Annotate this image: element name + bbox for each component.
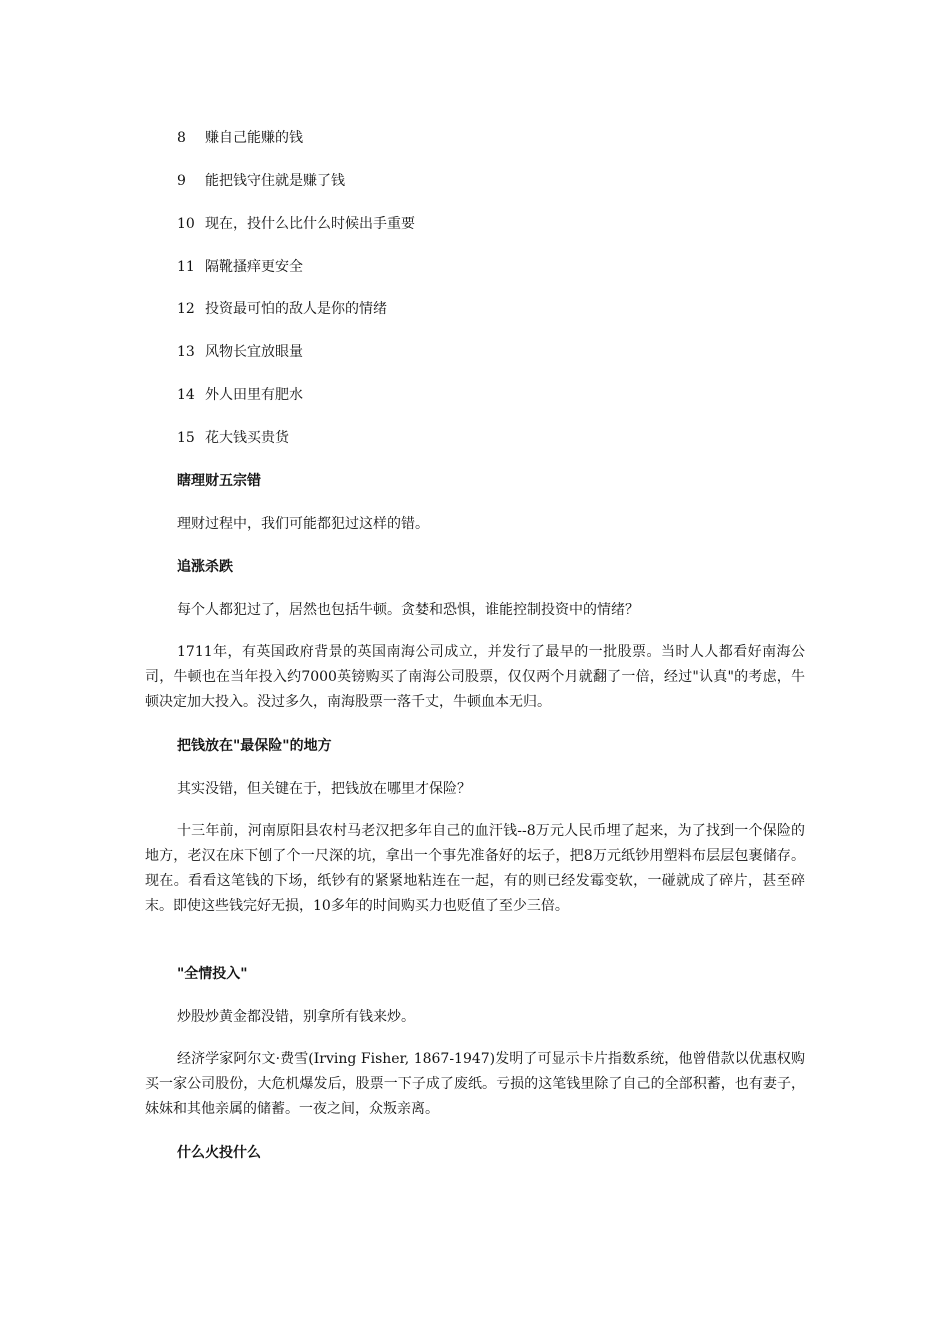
subsection-heading-safe-place: 把钱放在"最保险"的地方 — [177, 738, 332, 754]
list-item-number: 14 — [177, 387, 195, 403]
list-item — [177, 299, 387, 319]
list-item — [177, 128, 303, 148]
list-item — [177, 428, 289, 448]
list-item — [177, 385, 303, 405]
list-item — [177, 342, 303, 362]
list-item — [177, 214, 415, 234]
list-item-number: 11 — [177, 259, 195, 275]
paragraph-newton: 1711年，有英国政府背景的英国南海公司成立，并发行了最早的一批股票。当时人人都看好南海公司，牛顿也在当年投入约7000英镑购买了南海公司股票，仅仅两个月就翻了一倍，经过"认真"的考虑，牛顿决定加大投入。没过多久，南海股票一落千丈，牛顿血本无归。 — [145, 644, 805, 710]
paragraph-buried-money: 十三年前，河南原阳县农村马老汉把多年自己的血汗钱--8万元人民币埋了起来，为了找到一个保险的地方，老汉在床下刨了个一尺深的坑，拿出一个事先准备好的坛子，把8万元纸钞用塑料布层层包裹储存。现在。看看这笔钱的下场，纸钞有的紧紧地粘连在一起，有的则已经发霉变软，一碰就成了碎片，甚至碎末。即使这些钱完好无损，10多年的时间购买力也贬值了至少三倍。 — [145, 823, 805, 914]
list-item-number: 15 — [177, 430, 195, 446]
list-item-number: 10 — [177, 216, 195, 232]
subsection-lead-safe-place: 其实没错，但关键在于，把钱放在哪里才保险？ — [177, 781, 471, 797]
list-item-number: 8 — [177, 130, 186, 146]
list-item-text: 风物长宜放眼量 — [205, 344, 303, 360]
list-item-number: 9 — [177, 173, 186, 189]
list-item-text: 花大钱买贵货 — [205, 430, 289, 446]
list-item-text: 隔靴搔痒更安全 — [205, 259, 303, 275]
subsection-heading-all-in: "全情投入" — [177, 966, 248, 982]
list-item-text: 外人田里有肥水 — [205, 387, 303, 403]
list-item — [177, 257, 303, 277]
list-item-number: 12 — [177, 301, 195, 317]
list-item-text: 赚自己能赚的钱 — [205, 130, 303, 146]
list-item — [177, 171, 345, 191]
list-item-text: 现在，投什么比什么时候出手重要 — [205, 216, 415, 232]
subsection-heading-hot: 什么火投什么 — [177, 1145, 261, 1161]
paragraph-fisher: 经济学家阿尔文·费雪(Irving Fisher, 1867-1947)发明了可显示卡片指数系统，他曾借款以优惠权购买一家公司股份，大危机爆发后，股票一下子成了废纸。亏损的这笔钱里除了自己的全部积蓄，也有妻子，妹妹和其他亲属的储蓄。一夜之间，众叛亲离。 — [145, 1051, 805, 1117]
subsection-heading-chase: 追涨杀跌 — [177, 559, 233, 575]
subsection-lead-chase: 每个人都犯过了，居然也包括牛顿。贪婪和恐惧，谁能控制投资中的情绪？ — [177, 602, 639, 618]
list-item-text: 投资最可怕的敌人是你的情绪 — [205, 301, 387, 317]
section-title: 瞎理财五宗错 — [177, 473, 261, 489]
subsection-lead-all-in: 炒股炒黄金都没错，别拿所有钱来炒。 — [177, 1009, 415, 1025]
list-item-number: 13 — [177, 344, 195, 360]
section-intro: 理财过程中，我们可能都犯过这样的错。 — [177, 516, 429, 532]
list-item-text: 能把钱守住就是赚了钱 — [205, 173, 345, 189]
